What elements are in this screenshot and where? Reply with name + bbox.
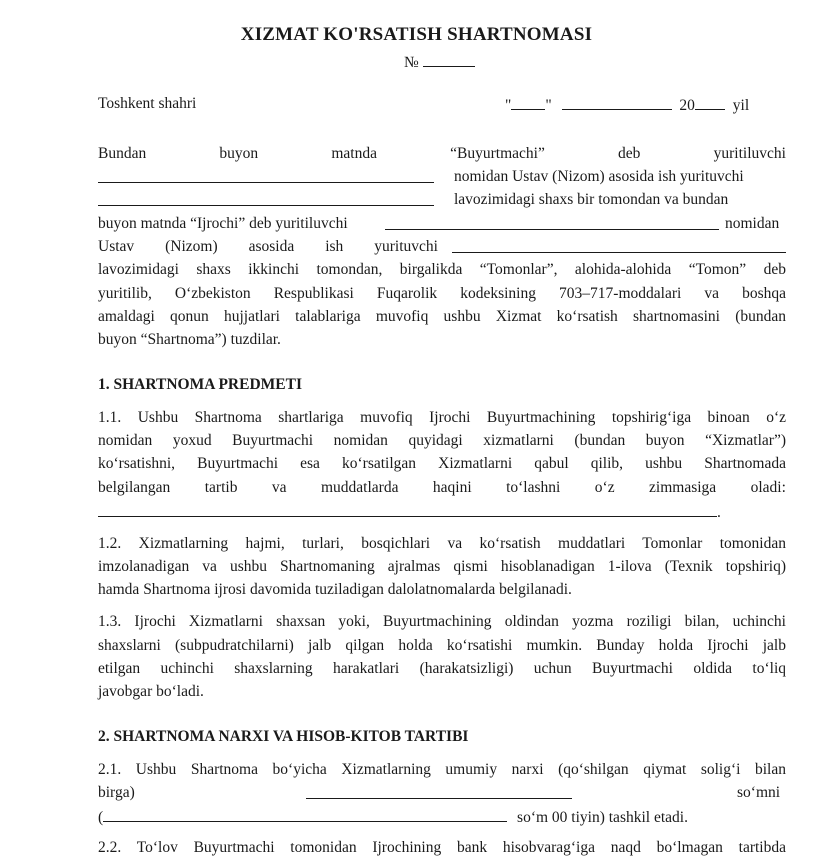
- preamble-word: yurituvchi: [374, 238, 438, 255]
- clause-1-1-line-4: [98, 479, 786, 497]
- clause-word: haqini: [432, 479, 472, 496]
- clause-1-2-line-3: hamda Shartnoma ijrosi davomida tuziladigan dalolatnomalarda belgilanadi.: [98, 581, 572, 598]
- clause-1-1-line-5: [98, 502, 721, 522]
- clause-2-1-line-2-start: birga): [98, 784, 135, 801]
- clause-word: to‘lashni: [506, 479, 561, 496]
- clause-1-1-line-3: ko‘rsatishni, Buyurtmachi esa ko‘rsatilgan Xizmatlarni qabul qilib, ushbu Shartnomada: [98, 455, 786, 472]
- client-name-blank: [98, 168, 434, 183]
- executor-name-blank-wrap: [385, 215, 719, 235]
- preamble-word: “Buyurtmachi”: [450, 145, 545, 162]
- preamble-word: Ustav: [98, 238, 135, 255]
- open-paren: (: [98, 809, 104, 826]
- date-open-quote: ": [505, 97, 512, 114]
- clause-word: o‘z: [594, 479, 615, 496]
- preamble-line-1: [98, 145, 786, 163]
- executor-position-blank: [452, 238, 786, 253]
- clause-1-2-line-2: imzolanadigan va ushbu Shartnomaning ajralmas qismi hisoblanadigan 1-ilova (Texnik topshiriq): [98, 558, 786, 575]
- preamble-line-4: [98, 215, 348, 233]
- preamble-line-5: [98, 238, 438, 256]
- day-blank: [511, 95, 545, 110]
- preamble-word: (Nizom): [165, 238, 218, 255]
- clause-word: oladi:: [750, 479, 786, 496]
- clause-1-3-line-2: shaxslarni (subpudratchilarni) jalb qilgan holda ko‘rsatishi mumkin. Bunday holda Ijrochi jalb: [98, 637, 786, 654]
- preamble-line-3: [98, 191, 434, 211]
- clause-2-1-line-2-end: so‘mni: [737, 784, 781, 801]
- year-suffix: yil: [732, 97, 750, 114]
- preamble-word: asosida: [248, 238, 295, 255]
- price-numeric-blank-wrap: [306, 784, 572, 804]
- clause-2-1-line-1: 2.1. Ushbu Shartnoma bo‘yicha Xizmatlarning umumiy narxi (qo‘shilgan qiymat solig‘i bilan: [98, 761, 786, 778]
- clause-word: zimmasiga: [649, 479, 717, 496]
- services-description-blank: [98, 502, 717, 517]
- price-words-blank: [103, 807, 507, 822]
- preamble-word: buyon: [219, 145, 259, 162]
- section-2-heading: 2. SHARTNOMA NARXI VA HISOB-KITOB TARTIBI: [98, 728, 469, 745]
- preamble-text: buyon matnda “Ijrochi” deb yuritiluvchi: [98, 215, 348, 232]
- preamble-line-2: [98, 168, 434, 188]
- date-close-quote: ": [545, 97, 552, 114]
- preamble-line-4-end: nomidan: [725, 215, 780, 232]
- month-blank: [562, 95, 672, 110]
- price-numeric-blank: [306, 784, 572, 799]
- date-line: [505, 95, 749, 115]
- preamble-word: deb: [618, 145, 641, 162]
- preamble-line-6: lavozimidagi shaxs ikkinchi tomondan, birgalikda “Tomonlar”, alohida-alohida “Tomon” deb: [98, 261, 786, 278]
- executor-name-blank: [385, 215, 719, 230]
- clause-word: muddatlarda: [320, 479, 399, 496]
- executor-position-blank-wrap: [452, 238, 786, 258]
- preamble-line-7: yuritilib, O‘zbekiston Respublikasi Fuqarolik kodeksining 703–717-moddalari va boshqa: [98, 285, 786, 302]
- clause-2-2-line-1: 2.2. To‘lov Buyurtmachi tomonidan Ijrochining bank hisobvarag‘iga naqd bo‘lmagan tartibda: [98, 839, 786, 856]
- contract-number: [404, 52, 475, 72]
- clause-period: .: [717, 504, 721, 521]
- clause-word: va: [271, 479, 287, 496]
- clause-1-1-line-1: 1.1. Ushbu Shartnoma shartlariga muvofiq Ijrochi Buyurtmachining topshirig‘iga binoan o‘z: [98, 409, 786, 426]
- clause-1-1-line-2: nomidan yoxud Buyurtmachi nomidan quyidagi xizmatlarni (bundan buyon “Xizmatlar”): [98, 432, 786, 449]
- preamble-word: matnda: [331, 145, 377, 162]
- section-1-heading: 1. SHARTNOMA PREDMETI: [98, 376, 302, 393]
- client-position-blank: [98, 191, 434, 206]
- clause-1-2-line-1: 1.2. Xizmatlarning hajmi, turlari, bosqichlari va ko‘rsatish muddatlari Tomonlar tomonidan: [98, 535, 786, 552]
- clause-2-1-line-3: [98, 807, 688, 827]
- number-blank: [423, 52, 475, 67]
- document-title: XIZMAT KO'RSATISH SHARTNOMASI: [240, 24, 593, 45]
- preamble-line-2-text: nomidan Ustav (Nizom) asosida ish yurituvchi: [454, 168, 744, 185]
- city-name: Toshkent shahri: [98, 95, 197, 112]
- price-suffix: so‘m 00 tiyin) tashkil etadi.: [517, 809, 688, 826]
- clause-word: belgilangan: [98, 479, 171, 496]
- number-sign: №: [404, 54, 419, 71]
- year-blank: [695, 95, 725, 110]
- preamble-word: yuritiluvchi: [713, 145, 786, 162]
- preamble-line-9: buyon “Shartnoma”) tuzdilar.: [98, 331, 281, 348]
- clause-1-3-line-4: javobgar bo‘ladi.: [98, 683, 204, 700]
- preamble-word: ish: [325, 238, 344, 255]
- preamble-word: Bundan: [98, 145, 147, 162]
- clause-1-3-line-1: 1.3. Ijrochi Xizmatlarni shaxsan yoki, Buyurtmachining oldindan yozma roziligi bilan, uchinchi: [98, 613, 786, 630]
- clause-1-3-line-3: etilgan uchinchi shaxslarning harakatlari (harakatsizligi) uchun Buyurtmachi oldida to‘liq: [98, 660, 786, 677]
- preamble-line-8: amaldagi qonun hujjatlari talablariga muvofiq ushbu Xizmat ko‘rsatish shartnomasini (bundan: [98, 308, 786, 325]
- clause-word: tartib: [204, 479, 238, 496]
- year-prefix: 20: [679, 97, 695, 114]
- preamble-line-3-text: lavozimidagi shaxs bir tomondan va bundan: [454, 191, 729, 208]
